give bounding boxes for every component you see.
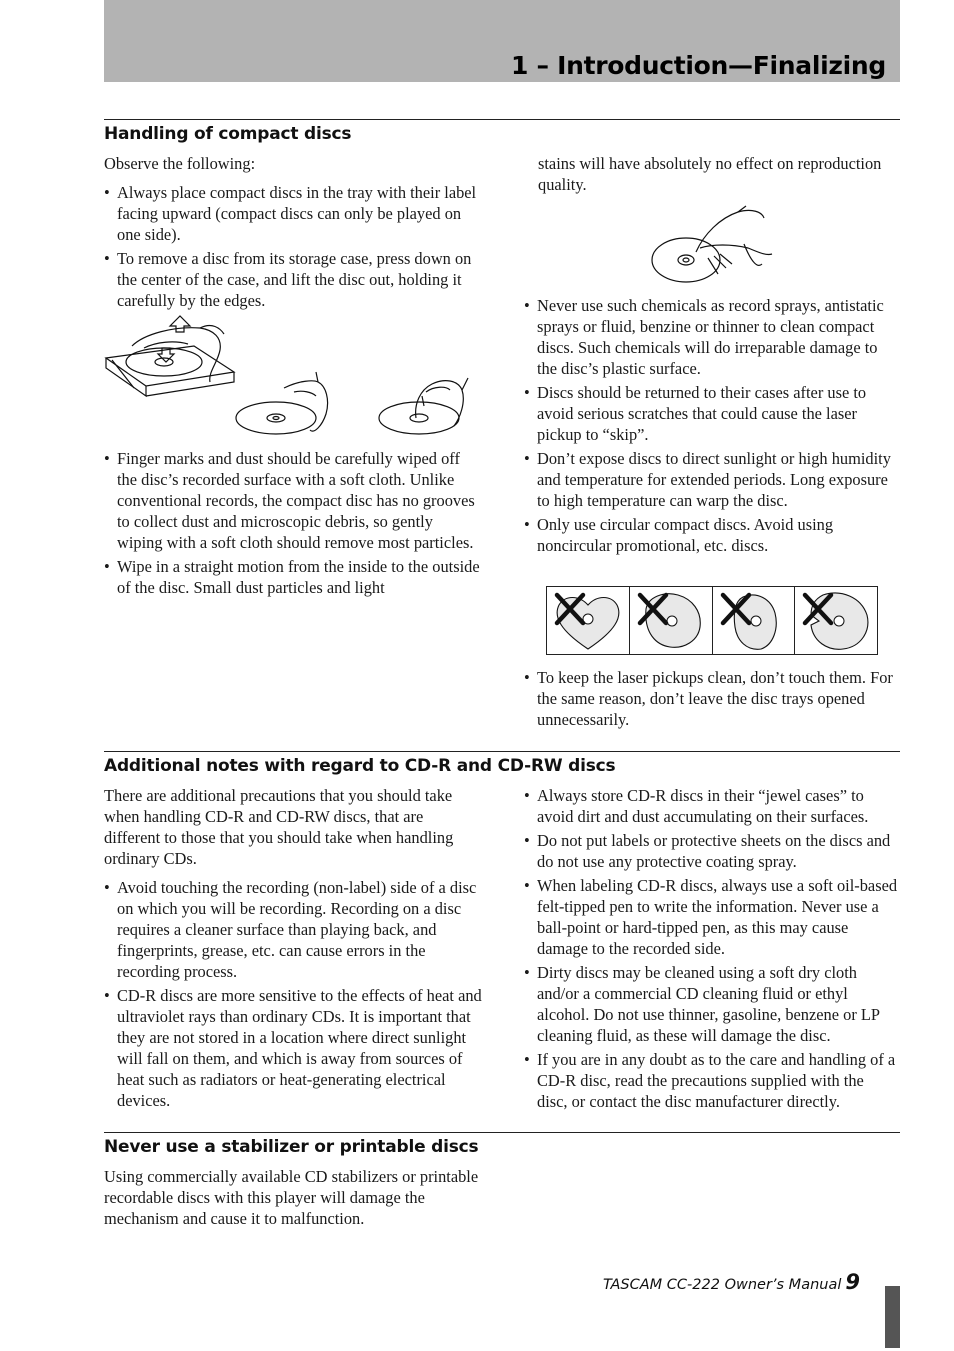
section1-right-column-bullets bbox=[524, 295, 896, 559]
section1-left-list bbox=[104, 182, 482, 311]
list-item: • If you are in any doubt as to the care and handling of a CD-R disc, read the precautions supplied with the disc, or contact the disc manufacturer directly. bbox=[524, 1049, 898, 1112]
section-heading-stabilizer: Never use a stabilizer or printable discs bbox=[104, 1137, 479, 1157]
page-footer bbox=[603, 1270, 860, 1294]
chapter-header-band bbox=[104, 0, 900, 82]
list-item: • Discs should be returned to their cases after use to avoid serious scratches that could cause the laser pickup to “skip”. bbox=[524, 382, 896, 445]
list-item: • CD-R discs are more sensitive to the effects of heat and ultraviolet rays than ordinary CDs. It is important that they are not stored in a location where direct sunlight will fall on them, and which is away from sources of heat such as radiators or heat-generating electrical devices. bbox=[104, 985, 482, 1111]
noncircular-discs-illustration bbox=[546, 586, 878, 655]
section2-left-column bbox=[104, 785, 482, 1114]
section-divider bbox=[104, 751, 900, 752]
list-item: • Wipe in a straight motion from the inside to the outside of the disc. Small dust particles and light bbox=[104, 556, 482, 598]
section1-right-continuation: stains will have absolutely no effect on reproduction quality. bbox=[538, 154, 882, 194]
manual-name: TASCAM CC-222 Owner’s Manual bbox=[602, 1277, 842, 1293]
list-item: • When labeling CD-R discs, always use a soft oil-based felt-tipped pen to write the information. Never use a ball-point or hard-tipped pen, as this may cause damage to the recorded side. bbox=[524, 875, 898, 959]
page-number: 9 bbox=[845, 1270, 860, 1294]
section2-right-column bbox=[524, 785, 898, 1115]
section-heading-handling: Handling of compact discs bbox=[104, 124, 352, 144]
noncircular-disc-heart bbox=[547, 587, 630, 654]
disc-wiping-illustration bbox=[648, 204, 778, 286]
thumb-tab-marker bbox=[885, 1286, 900, 1348]
section2-left-list bbox=[104, 877, 482, 1111]
section1-right-list bbox=[524, 295, 896, 556]
list-item: • To remove a disc from its storage case, press down on the center of the case, and lift the disc out, holding it carefully by the edges. bbox=[104, 248, 482, 311]
section1-right-list-2 bbox=[524, 667, 896, 730]
section1-right-column bbox=[524, 153, 896, 203]
noncircular-disc-oval bbox=[713, 587, 796, 654]
noncircular-disc-cut bbox=[795, 587, 877, 654]
section3-column bbox=[104, 1166, 482, 1237]
noncircular-disc-shaped bbox=[630, 587, 713, 654]
list-item: • Always place compact discs in the tray with their label facing upward (compact discs can only be played on one side). bbox=[104, 182, 482, 245]
section-heading-cdr-notes: Additional notes with regard to CD-R and CD-RW discs bbox=[104, 756, 616, 776]
section3-body: Using commercially available CD stabilizers or printable recordable discs with this player will damage the mechanism and cause it to malfunction. bbox=[104, 1167, 479, 1228]
section1-left-list-2 bbox=[104, 448, 482, 598]
list-item: • Only use circular compact discs. Avoid using noncircular promotional, etc. discs. bbox=[524, 514, 896, 556]
section1-intro: Observe the following: bbox=[104, 154, 256, 173]
section1-left-column-continued bbox=[104, 448, 482, 601]
section1-right-column-bullets-2 bbox=[524, 667, 896, 733]
disc-removal-illustration bbox=[104, 310, 484, 440]
section1-left-column bbox=[104, 153, 482, 314]
list-item: • To keep the laser pickups clean, don’t touch them. For the same reason, don’t leave the disc trays opened unnecessarily. bbox=[524, 667, 896, 730]
section2-intro: There are additional precautions that you should take when handling CD-R and CD-RW discs, that are different to those that you should take when handling ordinary CDs. bbox=[104, 786, 454, 868]
section-divider bbox=[104, 119, 900, 120]
list-item: • Finger marks and dust should be carefully wiped off the disc’s recorded surface with a soft cloth. Unlike conventional records, the compact disc has no grooves to collect dust and microscopic debris, so gently wiping with a soft cloth should remove most particles. bbox=[104, 448, 482, 553]
section-divider bbox=[104, 1132, 900, 1133]
list-item: • Never use such chemicals as record sprays, antistatic sprays or fluid, benzine or thinner to clean compact discs. Such chemicals will do irreparable damage to the disc’s plastic surface. bbox=[524, 295, 896, 379]
list-item: • Dirty discs may be cleaned using a soft dry cloth and/or a commercial CD cleaning fluid or ethyl alcohol. Do not use thinner, gasoline, benzene or LP cleaning fluid, as these will damage the disc. bbox=[524, 962, 898, 1046]
list-item: • Always store CD-R discs in their “jewel cases” to avoid dirt and dust accumulating on their surfaces. bbox=[524, 785, 898, 827]
chapter-title: 1 – Introduction—Finalizing bbox=[510, 51, 886, 80]
list-item: • Don’t expose discs to direct sunlight or high humidity and temperature for extended periods. Long exposure to high temperature can warp the disc. bbox=[524, 448, 896, 511]
list-item: • Avoid touching the recording (non-label) side of a disc on which you will be recording. Recording on a disc requires a cleaner surface than playing back, and fingerprints, grease, etc. can cause errors in the recording process. bbox=[104, 877, 482, 982]
list-item: • Do not put labels or protective sheets on the discs and do not use any protective coating spray. bbox=[524, 830, 898, 872]
section2-right-list bbox=[524, 785, 898, 1112]
